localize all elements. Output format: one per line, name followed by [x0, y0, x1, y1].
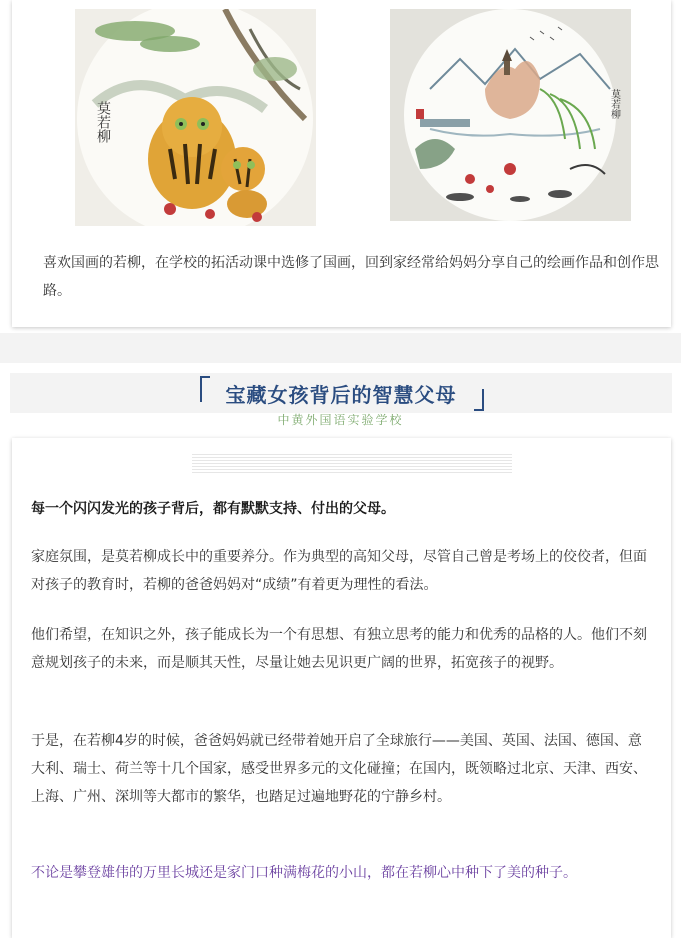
article-paragraph: 他们希望，在知识之外，孩子能成长为一个有思想、有独立思考的能力和优秀的品格的人。他们不刻意规划孩子的未来，而是顺其天性，尽量让她去见识更广阔的世界，拓宽孩子的视野。: [31, 627, 647, 671]
landscape-painting-art: [390, 9, 631, 221]
painting-caption: 喜欢国画的若柳，在学校的拓活动课中选修了国画，回到家经常给妈妈分享自己的绘画作品和创作思路。: [43, 255, 659, 299]
svg-text:莫若柳: 莫若柳: [608, 89, 620, 119]
tiger-painting[interactable]: [75, 9, 316, 226]
landscape-painting[interactable]: [390, 9, 631, 221]
section-title: 宝藏女孩背后的智慧父母: [225, 383, 457, 407]
article-paragraph: 家庭氛围，是莫若柳成长中的重要养分。作为典型的高知父母，尽管自己曾是考场上的佼佼者，但面对孩子的教育时，若柳的爸爸妈妈对“成绩”有着更为理性的看法。: [31, 549, 647, 593]
article-paragraph: 于是，在若柳4岁的时候，爸爸妈妈就已经带着她开启了全球旅行——美国、英国、法国、德国、意大利、瑞士、荷兰等十几个国家，感受世界多元的文化碰撞；在国内，既领略过北京、天津、西安、上海、广州、深圳等大都市的繁华，也踏足过遍地野花的宁静乡村。: [31, 733, 647, 805]
section-header: [0, 363, 681, 433]
article-highlight-paragraph: 不论是攀登雄伟的万里长城还是家门口种满梅花的小山，都在若柳心中种下了美的种子。: [31, 865, 577, 881]
section-divider-band: [0, 333, 681, 363]
section-subtitle: 中黄外国语实验学校: [277, 413, 404, 427]
decorative-stripes: [192, 454, 512, 474]
svg-text:莫若柳: 莫若柳: [95, 101, 111, 143]
bracket-left-decoration: [200, 376, 210, 402]
top-card: [12, 0, 671, 327]
article-card: [12, 438, 671, 938]
bracket-right-decoration: [474, 389, 484, 411]
tiger-painting-art: [75, 9, 316, 226]
article-lead: 每一个闪闪发光的孩子背后，都有默默支持、付出的父母。: [31, 501, 395, 517]
